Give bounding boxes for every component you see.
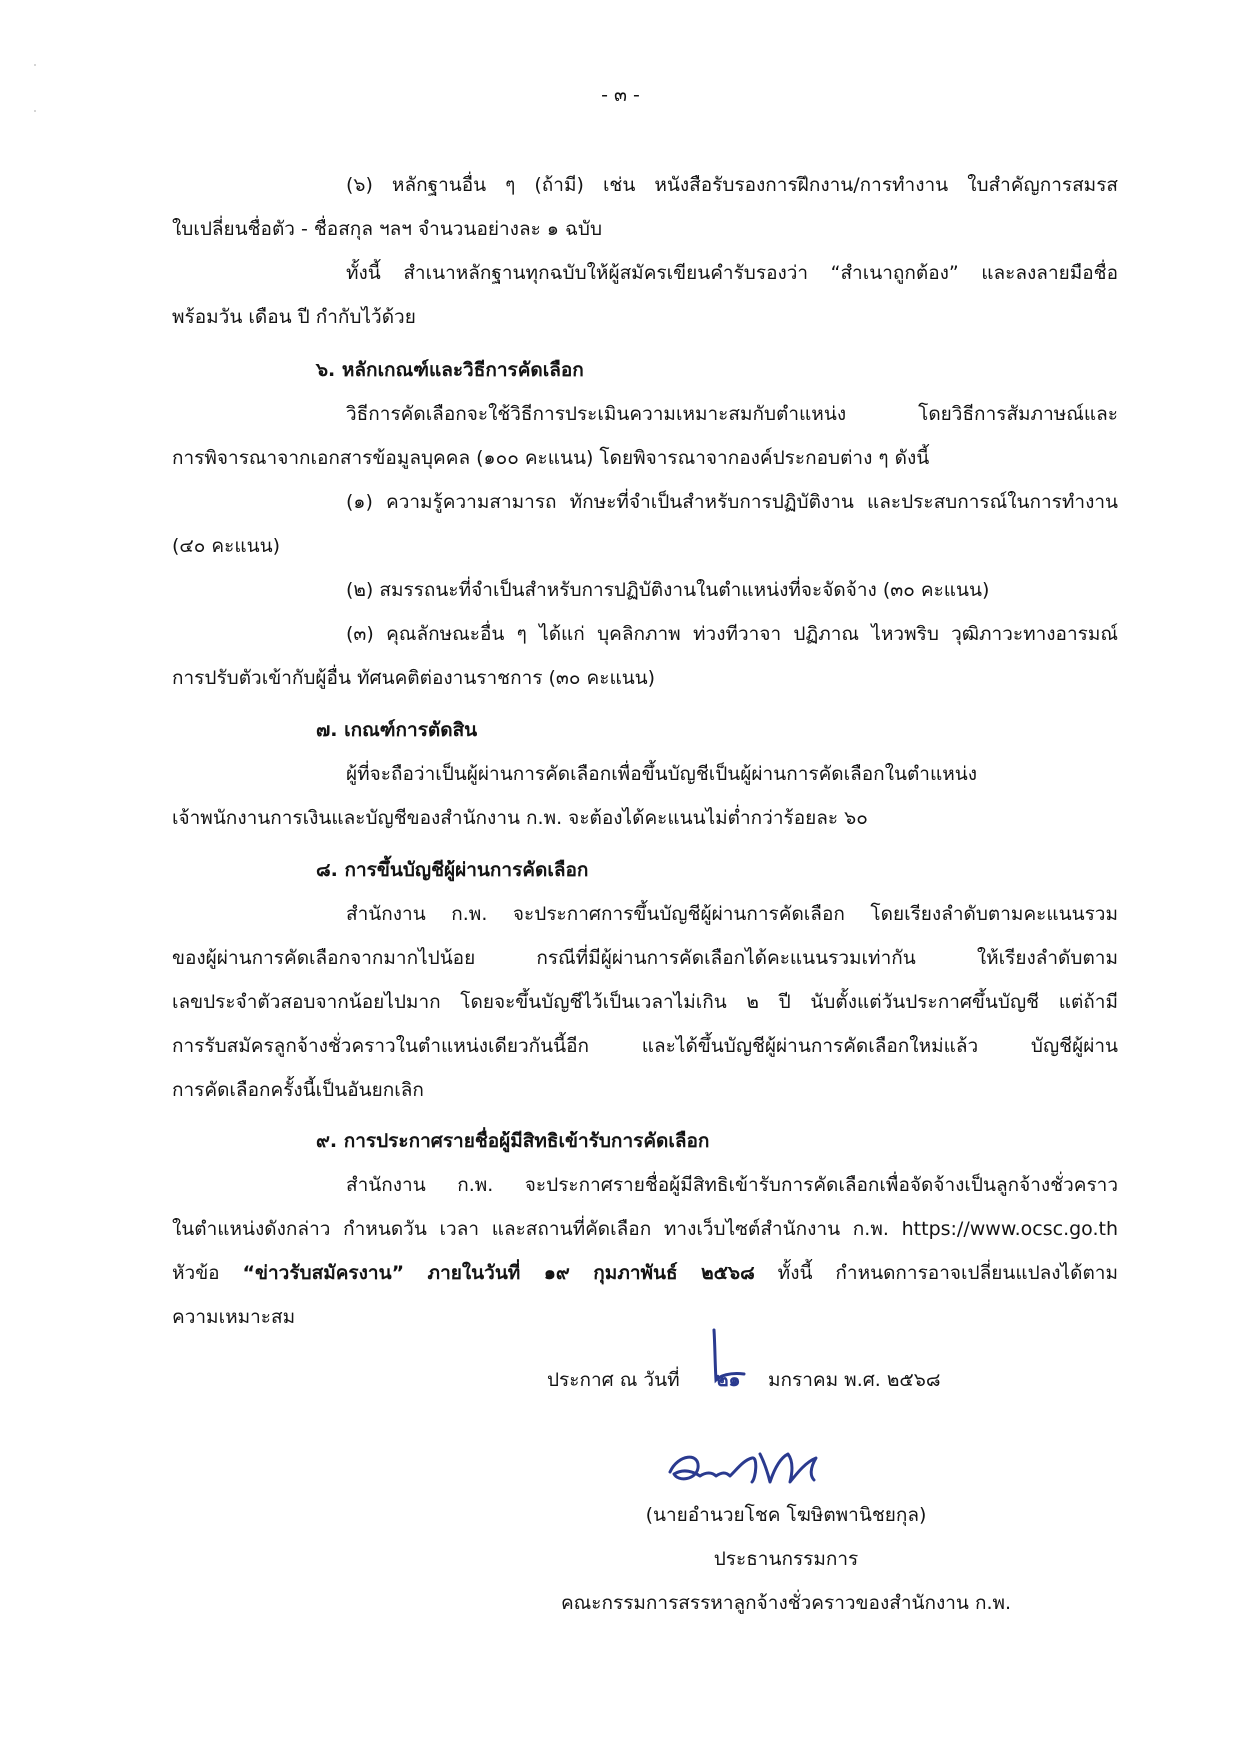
announce-prefix: ประกาศ ณ วันที่ <box>547 1369 680 1391</box>
announcement-deadline: ภายในวันที่ ๑๙ กุมภาพันธ์ ๒๕๖๘ <box>404 1262 755 1284</box>
scan-speck <box>34 110 36 112</box>
handwritten-date-stroke <box>700 1326 760 1396</box>
handwritten-signature <box>660 1432 880 1502</box>
section9-line2: ในตำแหน่งดังกล่าว กำหนดวัน เวลา และสถานที่คัดเลือก ทางเว็บไซต์สำนักงาน ก.พ. https://www.ocsc.go.th <box>172 1218 1118 1240</box>
item6-line2: ใบเปลี่ยนชื่อตัว - ชื่อสกุล ฯลฯ จำนวนอย่างละ ๑ ฉบับ <box>172 218 603 240</box>
section6-paragraph-line2: การพิจารณาจากเอกสารข้อมูลบุคคล (๑๐๐ คะแนน) โดยพิจารณาจากองค์ประกอบต่าง ๆ ดังนี้ <box>172 447 930 469</box>
section8-heading: ๘. การขึ้นบัญชีผู้ผ่านการคัดเลือก <box>316 859 589 881</box>
section8-line4: การรับสมัครลูกจ้างชั่วคราวในตำแหน่งเดียวกันนี้อีก และได้ขึ้นบัญชีผู้ผ่านการคัดเลือกใหม่แล้ว บัญชีผู้ผ่าน <box>172 1035 1118 1057</box>
item6-line1: (๖) หลักฐานอื่น ๆ (ถ้ามี) เช่น หนังสือรับรองการฝึกงาน/การทำงาน ใบสำคัญการสมรส <box>346 174 1118 196</box>
section9-line3-prefix: หัวข้อ <box>172 1262 243 1284</box>
announce-month-year: มกราคม พ.ศ. ๒๕๖๘ <box>768 1369 941 1391</box>
signatory-name: (นายอำนวยโชค โฆษิตพานิชยกุล) <box>645 1504 927 1526</box>
section7-heading: ๗. เกณฑ์การตัดสิน <box>316 719 478 741</box>
signatory-committee: คณะกรรมการสรรหาลูกจ้างชั่วคราวของสำนักงาน ก.พ. <box>560 1592 1012 1614</box>
section9-heading: ๙. การประกาศรายชื่อผู้มีสิทธิเข้ารับการคัดเลือก <box>316 1130 710 1152</box>
section8-line3: เลขประจำตัวสอบจากน้อยไปมาก โดยจะขึ้นบัญชีไว้เป็นเวลาไม่เกิน ๒ ปี นับตั้งแต่วันประกาศขึ้นบัญชี แต่ถ้ามี <box>172 991 1118 1013</box>
section8-line2: ของผู้ผ่านการคัดเลือกจากมากไปน้อย กรณีที่มีผู้ผ่านการคัดเลือกได้คะแนนรวมเท่ากัน ให้เรียงลำดับตาม <box>172 947 1118 969</box>
criterion3-line1: (๓) คุณลักษณะอื่น ๆ ได้แก่ บุคลิกภาพ ท่วงทีวาจา ปฏิภาณ ไหวพริบ วุฒิภาวะทางอารมณ์ <box>346 623 1118 645</box>
section9-line3-suffix: ทั้งนี้ กำหนดการอาจเปลี่ยนแปลงได้ตาม <box>754 1262 1118 1284</box>
section6-heading: ๖. หลักเกณฑ์และวิธีการคัดเลือก <box>316 359 584 381</box>
section6-paragraph-line1: วิธีการคัดเลือกจะใช้วิธีการประเมินความเหมาะสมกับตำแหน่ง โดยวิธีการสัมภาษณ์และ <box>346 403 1118 425</box>
certify-line2: พร้อมวัน เดือน ปี กำกับไว้ด้วย <box>172 306 416 328</box>
section7-line1: ผู้ที่จะถือว่าเป็นผู้ผ่านการคัดเลือกเพื่อขึ้นบัญชีเป็นผู้ผ่านการคัดเลือกในตำแหน่ง <box>346 763 977 785</box>
section8-line1: สำนักงาน ก.พ. จะประกาศการขึ้นบัญชีผู้ผ่านการคัดเลือก โดยเรียงลำดับตามคะแนนรวม <box>346 903 1118 925</box>
news-topic-label: “ข่าวรับสมัครงาน” <box>242 1262 405 1284</box>
section9-line4: ความเหมาะสม <box>172 1306 296 1328</box>
criterion3-line2: การปรับตัวเข้ากับผู้อื่น ทัศนคติต่องานราชการ (๓๐ คะแนน) <box>172 667 656 689</box>
section8-line5: การคัดเลือกครั้งนี้เป็นอันยกเลิก <box>172 1079 424 1101</box>
announce-day-handwritten: ๒๑ <box>716 1369 741 1391</box>
criterion1-line1: (๑) ความรู้ความสามารถ ทักษะที่จำเป็นสำหรับการปฏิบัติงาน และประสบการณ์ในการทำงาน <box>346 491 1118 513</box>
certify-line1: ทั้งนี้ สำเนาหลักฐานทุกฉบับให้ผู้สมัครเขียนคำรับรองว่า “สำเนาถูกต้อง” และลงลายมือชื่อ <box>346 262 1118 284</box>
criterion2: (๒) สมรรถนะที่จำเป็นสำหรับการปฏิบัติงานในตำแหน่งที่จะจัดจ้าง (๓๐ คะแนน) <box>346 579 990 601</box>
signatory-title: ประธานกรรมการ <box>713 1548 859 1570</box>
scan-speck <box>34 64 36 66</box>
page-number: - ๓ - <box>601 84 640 106</box>
section9-line1: สำนักงาน ก.พ. จะประกาศรายชื่อผู้มีสิทธิเข้ารับการคัดเลือกเพื่อจัดจ้างเป็นลูกจ้างชั่วคราว <box>346 1174 1118 1196</box>
section7-line2: เจ้าพนักงานการเงินและบัญชีของสำนักงาน ก.พ. จะต้องได้คะแนนไม่ต่ำกว่าร้อยละ ๖๐ <box>172 807 868 829</box>
criterion1-line2: (๔๐ คะแนน) <box>172 535 280 557</box>
section9-line3 <box>172 1262 1118 1285</box>
